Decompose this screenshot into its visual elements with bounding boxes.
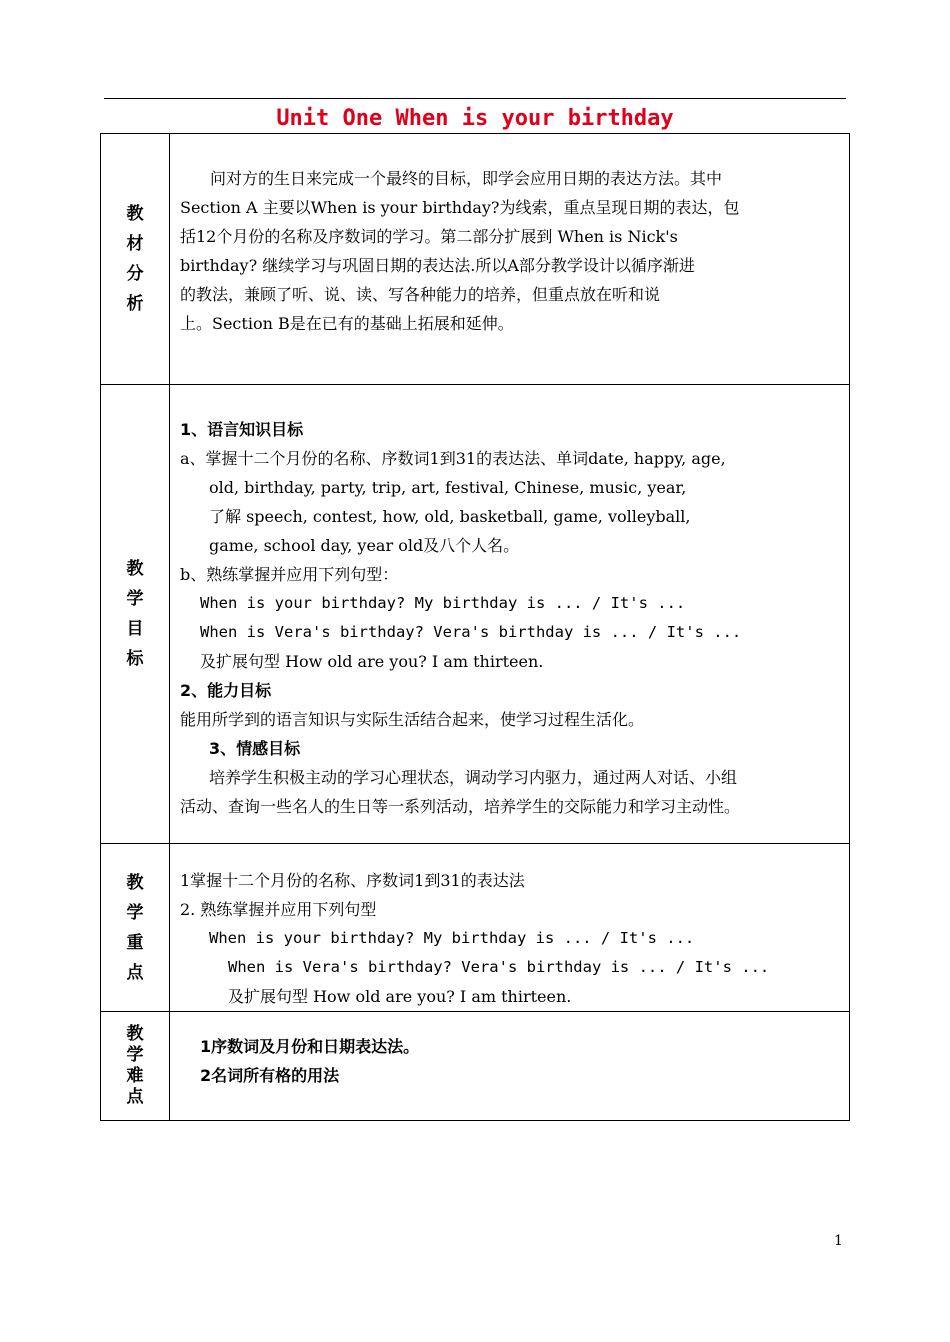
- label-char: 标: [126, 649, 144, 669]
- sentence-pattern: When is your birthday? My birthday is ... / It's ...: [209, 929, 695, 947]
- label-char: 教: [126, 204, 144, 224]
- label-char: 析: [126, 294, 144, 314]
- text-line: 2. 熟练掌握并应用下列句型: [180, 900, 377, 919]
- text-line: game, school day, year old及八个人名。: [209, 536, 520, 555]
- text-line: 能用所学到的语言知识与实际生活结合起来，使学习过程生活化。: [180, 710, 645, 729]
- label-char: 点: [126, 1087, 144, 1107]
- label-char: 教: [126, 872, 144, 893]
- section-heading: 1、语言知识目标: [180, 420, 304, 439]
- label-char: 目: [126, 619, 144, 639]
- row-teaching-difficulties: [101, 1012, 850, 1121]
- row-material-analysis: [101, 134, 850, 385]
- text-line: birthday? 继续学习与巩固日期的表达法.所以A部分教学设计以循序渐进: [180, 256, 695, 275]
- text-line: 1掌握十二个月份的名称、序数词1到31的表达法: [180, 871, 525, 890]
- label-char: 学: [126, 902, 144, 923]
- label-char: 点: [126, 962, 144, 983]
- teaching-difficulties-content: [170, 1012, 850, 1121]
- label-char: 学: [126, 589, 144, 609]
- label-char: 学: [126, 1045, 144, 1065]
- label-char: 教: [126, 1024, 144, 1044]
- label-char: 难: [126, 1066, 144, 1086]
- teaching-objectives-content: [170, 385, 850, 844]
- label-char: 教: [126, 559, 144, 579]
- lesson-plan-table: [100, 133, 850, 1121]
- label-char: 材: [126, 234, 144, 254]
- section-heading: 2、能力目标: [180, 681, 272, 700]
- page-number: 1: [834, 1233, 843, 1249]
- sentence-pattern: 及扩展句型 How old are you? I am thirteen.: [200, 652, 544, 671]
- text-line: 培养学生积极主动的学习心理状态，调动学习内驱力，通过两人对话、小组: [209, 768, 738, 787]
- text-line: b、熟练掌握并应用下列句型：: [180, 565, 399, 584]
- page-title: Unit One When is your birthday: [276, 106, 674, 131]
- text-line: 2名词所有格的用法: [200, 1066, 340, 1085]
- material-analysis-content: [170, 134, 850, 385]
- label-char: 分: [126, 264, 144, 284]
- text-line: 1序数词及月份和日期表达法。: [200, 1037, 420, 1056]
- section-heading: 3、情感目标: [209, 739, 301, 758]
- text-line: old, birthday, party, trip, art, festival, Chinese, music, year,: [209, 478, 687, 497]
- text-line: 的教法，兼顾了听、说、读、写各种能力的培养，但重点放在听和说: [180, 285, 661, 304]
- sentence-pattern: When is Vera's birthday? Vera's birthday is ... / It's ...: [228, 958, 770, 976]
- text-line: 问对方的生日来完成一个最终的目标，即学会应用日期的表达方法。其中: [210, 169, 723, 188]
- sentence-pattern: 及扩展句型 How old are you? I am thirteen.: [228, 987, 572, 1006]
- row-label-cell: [101, 844, 170, 1012]
- text-line: 了解 speech, contest, how, old, basketball, game, volleyball,: [209, 507, 691, 526]
- teaching-key-points-content: [170, 844, 850, 1012]
- text-line: 上。Section B是在已有的基础上拓展和延伸。: [180, 314, 514, 333]
- text-line: 活动、查询一些名人的生日等一系列活动，培养学生的交际能力和学习主动性。: [180, 797, 741, 816]
- header-rule: [104, 98, 846, 99]
- text-line: 括12个月份的名称及序数词的学习。第二部分扩展到 When is Nick's: [180, 227, 678, 246]
- row-teaching-objectives: [101, 385, 850, 844]
- row-teaching-key-points: [101, 844, 850, 1012]
- text-line: Section A 主要以When is your birthday?为线索，重点呈现日期的表达，包: [180, 198, 740, 217]
- row-label-cell: [101, 134, 170, 385]
- label-char: 重: [126, 932, 144, 953]
- sentence-pattern: When is Vera's birthday? Vera's birthday is ... / It's ...: [200, 623, 742, 641]
- row-label-cell: [101, 385, 170, 844]
- row-label-cell: [101, 1012, 170, 1121]
- text-line: a、掌握十二个月份的名称、序数词1到31的表达法、单词date, happy, age,: [180, 449, 726, 468]
- sentence-pattern: When is your birthday? My birthday is ... / It's ...: [200, 594, 686, 612]
